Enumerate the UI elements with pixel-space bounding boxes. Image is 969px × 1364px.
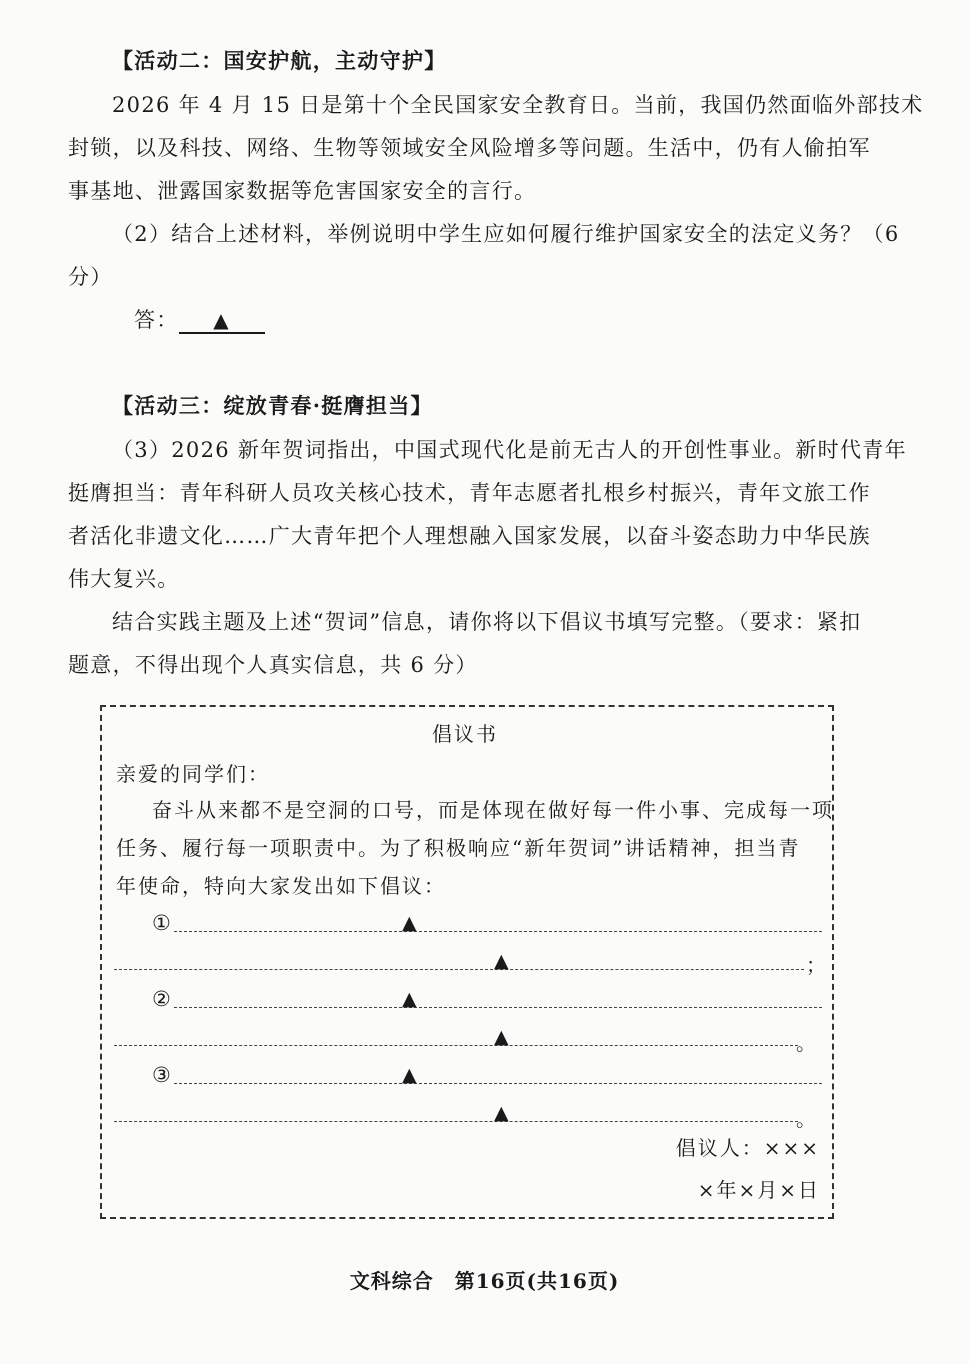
- item-2-blank-line-1[interactable]: [174, 1007, 822, 1008]
- proposal-greeting: 亲爱的同学们：: [116, 762, 270, 786]
- proposal-body-line: 年使命，特向大家发出如下倡议：: [116, 874, 446, 898]
- instruction-text: 结合实践主题及上述“贺词”信息，请你将以下倡议书填写完整。（要求：紧扣: [112, 610, 862, 634]
- instruction-text: 题意，不得出现个人真实信息，共 6 分）: [68, 653, 478, 677]
- item-1-end-punct: ；: [806, 953, 826, 977]
- question-3-text: 伟大复兴。: [68, 567, 180, 591]
- question-2-text: （2）结合上述材料，举例说明中学生应如何履行维护国家安全的法定义务？（6: [112, 222, 900, 246]
- proposal-date: ×年×月×日: [697, 1178, 820, 1202]
- proposal-box: [100, 705, 834, 1219]
- item-1-marker: ①: [152, 911, 171, 935]
- item-3-marker: ③: [152, 1063, 171, 1087]
- triangle-marker-icon: ▲: [494, 1026, 509, 1048]
- question-2-text: 分）: [68, 265, 113, 289]
- answer-blank[interactable]: [179, 306, 265, 334]
- activity2-paragraph-line: 封锁，以及科技、网络、生物等领域安全风险增多等问题。生活中，仍有人偷拍军: [68, 136, 871, 160]
- triangle-marker-icon: ▲: [494, 950, 509, 972]
- item-3-end-punct: 。: [796, 1107, 816, 1131]
- proposal-body-line: 奋斗从来都不是空洞的口号，而是体现在做好每一件小事、完成每一项: [152, 798, 834, 822]
- item-2-end-punct: 。: [796, 1031, 816, 1055]
- item-1-blank-line-2[interactable]: [114, 969, 804, 970]
- item-1-blank-line-1[interactable]: [174, 931, 822, 932]
- proposal-body-line: 任务、履行每一项职责中。为了积极响应“新年贺词”讲话精神，担当青: [116, 836, 801, 860]
- activity2-heading: 【活动二：国安护航，主动守护】: [112, 48, 447, 73]
- item-2-blank-line-2[interactable]: [114, 1045, 798, 1046]
- proposal-signer: 倡议人：×××: [675, 1136, 820, 1160]
- item-3-blank-line-2[interactable]: [114, 1121, 798, 1122]
- item-3-blank-line-1[interactable]: [174, 1083, 822, 1084]
- triangle-marker-icon: ▲: [494, 1102, 509, 1124]
- item-2-marker: ②: [152, 987, 171, 1011]
- question-3-text: 挺膺担当：青年科研人员攻关核心技术，青年志愿者扎根乡村振兴，青年文旅工作: [68, 481, 871, 505]
- page-footer: 文科综合 第16页(共16页): [349, 1269, 620, 1293]
- triangle-marker-icon: ▲: [402, 912, 417, 934]
- question-3-text: （3）2026 新年贺词指出，中国式现代化是前无古人的开创性事业。新时代青年: [112, 438, 907, 462]
- activity2-paragraph-line: 2026 年 4 月 15 日是第十个全民国家安全教育日。当前，我国仍然面临外部技术: [112, 93, 924, 117]
- triangle-marker-icon: ▲: [213, 308, 230, 332]
- activity2-paragraph-line: 事基地、泄露国家数据等危害国家安全的言行。: [68, 179, 537, 203]
- answer-line: [134, 306, 265, 334]
- activity3-heading: 【活动三：绽放青春·挺膺担当】: [112, 393, 433, 418]
- triangle-marker-icon: ▲: [402, 1064, 417, 1086]
- triangle-marker-icon: ▲: [402, 988, 417, 1010]
- proposal-title: 倡议书: [432, 722, 498, 746]
- answer-label: 答：: [134, 308, 179, 332]
- question-3-text: 者活化非遗文化……广大青年把个人理想融入国家发展，以奋斗姿态助力中华民族: [68, 524, 871, 548]
